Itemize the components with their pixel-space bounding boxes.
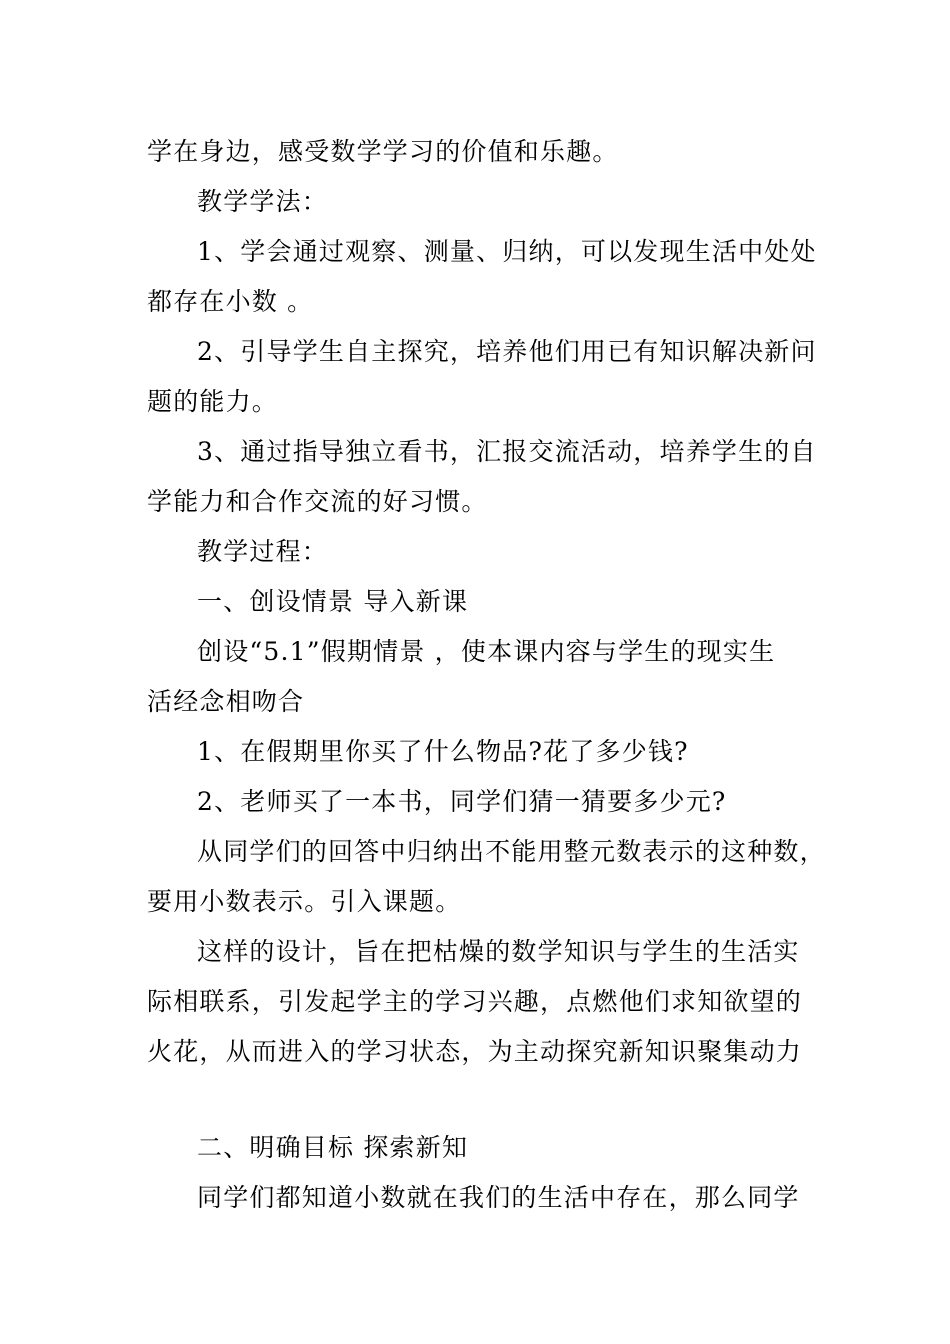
- text-line: 活经念相吻合: [147, 687, 305, 716]
- text-line: 同学们都知道小数就在我们的生活中存在，那么同学: [197, 1183, 800, 1212]
- section-heading: 二、明确目标 探索新知: [197, 1133, 469, 1162]
- text-line: 际相联系，引发起学主的学习兴趣，点燃他们求知欲望的: [147, 987, 803, 1016]
- text-line: 都存在小数 。: [147, 287, 314, 316]
- text-line: 创设“5.1”假期情景 ，使本课内容与学生的现实生: [197, 637, 776, 666]
- text-line: 教学过程：: [197, 537, 329, 566]
- text-line: 学能力和合作交流的好习惯。: [147, 487, 488, 516]
- text-line: 1、学会通过观察、测量、归纳，可以发现生活中处处: [197, 237, 817, 266]
- text-line: 火花，从而进入的学习状态，为主动探究新知识聚集动力: [147, 1037, 803, 1066]
- text-line: 2、老师买了一本书，同学们猜一猜要多少元?: [197, 787, 727, 816]
- text-line: 教学学法：: [197, 187, 329, 216]
- text-line: 学在身边，感受数学学习的价值和乐趣。: [147, 137, 619, 166]
- text-line: 3、通过指导独立看书，汇报交流活动，培养学生的自: [197, 437, 817, 466]
- text-line: 1、在假期里你买了什么物品?花了多少钱?: [197, 737, 689, 766]
- text-line: 这样的设计，旨在把枯燥的数学知识与学生的生活实: [197, 937, 800, 966]
- section-heading: 一、创设情景 导入新课: [197, 587, 469, 616]
- text-line: 要用小数表示。引入课题。: [147, 887, 462, 916]
- text-line: 题的能力。: [147, 387, 279, 416]
- text-line: 从同学们的回答中归纳出不能用整元数表示的这种数，: [197, 837, 826, 866]
- text-line: 2、引导学生自主探究，培养他们用已有知识解决新问: [197, 337, 817, 366]
